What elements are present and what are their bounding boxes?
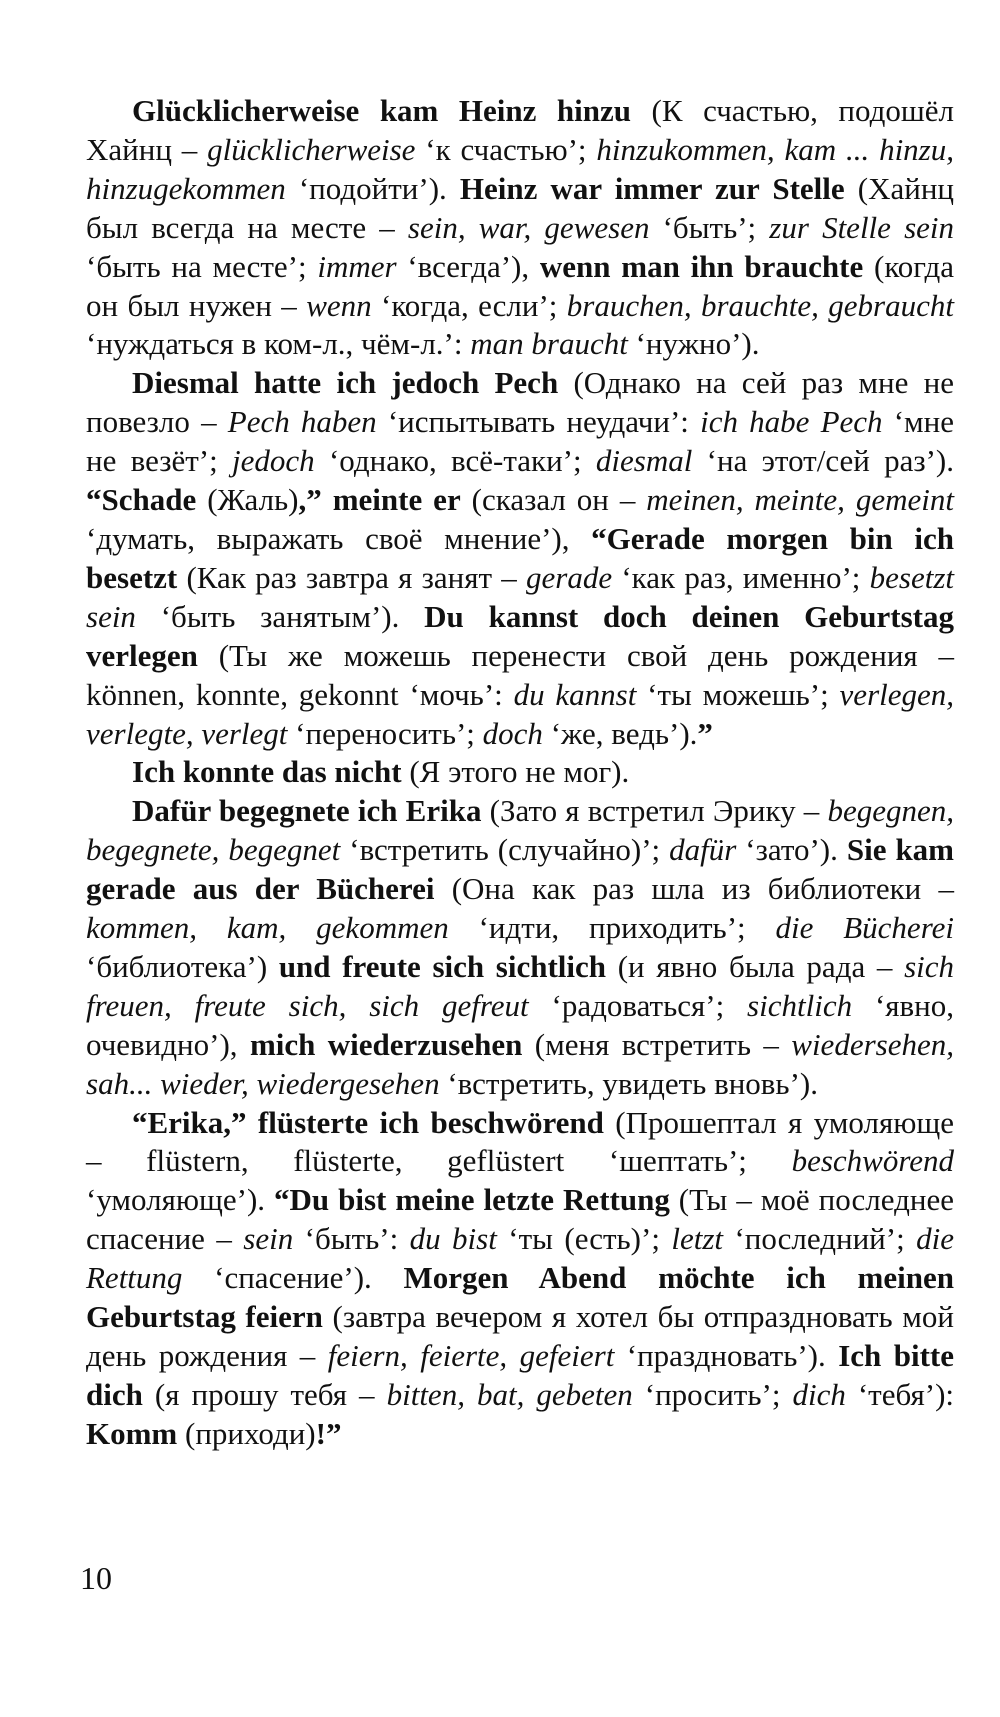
italic-gloss: beschwörend [791, 1143, 954, 1179]
german-phrase: Glücklicherweise kam Heinz hinzu [132, 93, 632, 128]
german-phrase: Dafür begegnete ich Erika [132, 793, 482, 829]
german-phrase: “Du bist meine letzte Rettung [274, 1182, 670, 1218]
german-phrase: ” [697, 715, 713, 751]
translation-text: (приходи) [177, 1415, 316, 1451]
translation-text: (Зато я встретил Эрику – [481, 793, 828, 829]
italic-gloss: sichtlich [747, 987, 853, 1023]
translation-text: ‘как раз, именно’; [612, 559, 870, 595]
translation-text: (Жаль) [196, 482, 299, 518]
translation-text: ‘нужно’). [627, 326, 760, 362]
italic-gloss: brauchen, brauchte, gebraucht [566, 287, 954, 323]
translation-text: ‘на этот/сей раз’). [692, 443, 954, 479]
translation-text: (и явно была рада – [606, 948, 905, 984]
translation-text: ‘зато’). [736, 832, 847, 868]
translation-text: (меня встретить – [522, 1026, 792, 1062]
translation-text: ‘когда, если’; [371, 287, 567, 323]
italic-gloss: du kannst [513, 676, 637, 712]
italic-gloss: dafür [669, 832, 737, 868]
german-phrase: !” [315, 1415, 342, 1451]
translation-text: ‘спасение’). [182, 1260, 404, 1296]
italic-gloss: bitten, bat, gebeten [386, 1376, 633, 1412]
translation-text: ‘всегда’), [396, 248, 540, 284]
translation-text: (К счастью, подошёл Хайнц – [86, 93, 954, 167]
translation-text: ‘явно, очевидно’), [86, 987, 955, 1062]
translation-text: ‘ты (есть)’; [496, 1221, 672, 1257]
paragraph [86, 792, 954, 1103]
german-phrase: Diesmal hatte ich jedoch Pech [132, 365, 559, 401]
italic-gloss: immer [317, 248, 397, 284]
italic-gloss: man braucht [470, 326, 628, 362]
italic-gloss: sich freuen, freute sich, sich gefreut [86, 948, 954, 1023]
translation-text: (я прошу тебя – [142, 1376, 387, 1412]
translation-text: ‘праздновать’). [614, 1338, 839, 1373]
translation-text: ‘библиотека’) [86, 948, 279, 984]
italic-gloss: letzt [671, 1221, 724, 1257]
translation-text: ‘идти, приходить’; [448, 910, 776, 946]
italic-gloss: besetzt sein [86, 559, 954, 634]
translation-text: ‘просить’; [632, 1376, 793, 1412]
italic-gloss: doch [482, 715, 543, 751]
german-phrase: Heinz war immer zur Stelle [459, 170, 845, 206]
german-phrase: und freute sich sichtlich [278, 948, 607, 984]
italic-gloss: verlegen, verlegte, verlegt [86, 676, 955, 751]
translation-text: (Однако на сей раз мне не повезло – [86, 365, 954, 440]
translation-text: (завтра вечером я хотел бы отпраздновать мой день рождения – [86, 1299, 955, 1373]
italic-gloss: zur Stelle sein [769, 209, 955, 245]
italic-gloss: meinen, meinte, gemeint [646, 482, 954, 518]
italic-gloss: die Bücherei [775, 910, 954, 946]
italic-gloss: feiern, feierte, gefeiert [327, 1338, 615, 1373]
translation-text: ‘быть занятым’). [135, 598, 425, 634]
translation-text: ‘мне не везёт’; [86, 404, 954, 479]
translation-text: (когда он был нужен – [86, 248, 955, 323]
text-body [86, 92, 954, 1454]
italic-gloss: wenn [306, 287, 372, 323]
translation-text: ‘быть’; [649, 209, 770, 245]
german-phrase: Ich bitte dich [86, 1338, 954, 1412]
italic-gloss: ich habe Pech [700, 404, 883, 440]
italic-gloss: jedoch [232, 443, 315, 479]
translation-text: (Ты – моё последнее спасение – [86, 1182, 954, 1257]
translation-text: ‘переносить’; [287, 715, 483, 751]
italic-gloss: sein, war, gewesen [407, 209, 650, 245]
translation-text: ‘однако, всё-таки’; [314, 443, 596, 479]
translation-text: ‘подойти’). [285, 170, 460, 206]
paragraph [86, 92, 954, 364]
german-phrase: “Erika,” flüsterte ich beschwörend [132, 1104, 604, 1140]
translation-text: (сказал он – [460, 482, 647, 518]
translation-text: ‘нуждаться в ком-л., чём-л.’: [86, 326, 471, 362]
translation-text: (Как раз завтра я занят – [177, 559, 527, 595]
german-phrase: Sie kam gerade aus der Bücherei [86, 832, 955, 907]
translation-text: ‘встретить, увидеть вновь’). [439, 1065, 818, 1101]
italic-gloss: Pech haben [227, 404, 377, 440]
translation-text: (Я этого не мог). [401, 754, 630, 790]
italic-gloss: kommen, kam, gekommen [86, 910, 449, 946]
italic-gloss: die Rettung [86, 1221, 955, 1296]
german-phrase: “Schade [86, 482, 197, 518]
german-phrase: “Gerade morgen bin ich besetzt [86, 520, 955, 595]
page-number: 10 [80, 1560, 112, 1596]
italic-gloss: sein [243, 1221, 294, 1257]
paragraph [86, 1104, 954, 1454]
german-phrase: Du kannst doch deinen Geburtstag verlegen [86, 598, 954, 673]
italic-gloss: du bist [409, 1221, 497, 1257]
italic-gloss: hinzukommen, kam ... hinzu, hinzugekommen [86, 131, 954, 206]
german-phrase: ,” meinte er [298, 482, 461, 518]
translation-text: ‘к счастью’; [415, 131, 597, 167]
german-phrase: Morgen Abend möchte ich meinen Geburtstag feiern [86, 1260, 954, 1335]
italic-gloss: glücklicherweise [207, 131, 416, 167]
translation-text: ‘радоваться’; [528, 987, 748, 1023]
german-phrase: Ich konnte das nicht [132, 754, 402, 790]
italic-gloss: dich [792, 1376, 846, 1412]
paragraph [86, 364, 954, 753]
translation-text: (Ты же можешь перенести свой день рождения – können, konnte, gekonnt ‘мочь’: [86, 637, 954, 712]
italic-gloss: gerade [526, 559, 613, 595]
translation-text: ‘тебя’): [845, 1376, 954, 1412]
translation-text: ‘думать, выражать своё мнение’), [86, 520, 592, 556]
italic-gloss: wiedersehen, sah... wieder, wiedergesehen [86, 1026, 954, 1101]
translation-text: (Прошептал я умоляюще – flüstern, flüsterte, geflüstert ‘шептать’; [86, 1104, 954, 1179]
translation-text: (Хайнц был всегда на месте – [86, 170, 955, 245]
italic-gloss: begegnen, begegnete, begegnet [86, 793, 954, 868]
translation-text: ‘последний’; [723, 1221, 917, 1257]
translation-text: ‘встретить (случайно)’; [340, 832, 670, 868]
german-phrase: wenn man ihn brauchte [539, 248, 864, 284]
paragraph [86, 753, 954, 792]
translation-text: ‘умоляюще’). [86, 1182, 275, 1218]
german-phrase: mich wiederzusehen [249, 1026, 523, 1062]
german-phrase: Komm [86, 1415, 178, 1451]
italic-gloss: diesmal [595, 443, 693, 479]
translation-text: ‘ты можешь’; [636, 676, 840, 712]
translation-text: ‘же, ведь’). [542, 715, 698, 751]
translation-text: ‘быть’: [293, 1221, 410, 1257]
translation-text: ‘быть на месте’; [86, 248, 318, 284]
translation-text: ‘испытывать неудачи’: [376, 404, 701, 440]
translation-text: (Она как раз шла из библиотеки – [434, 871, 954, 907]
